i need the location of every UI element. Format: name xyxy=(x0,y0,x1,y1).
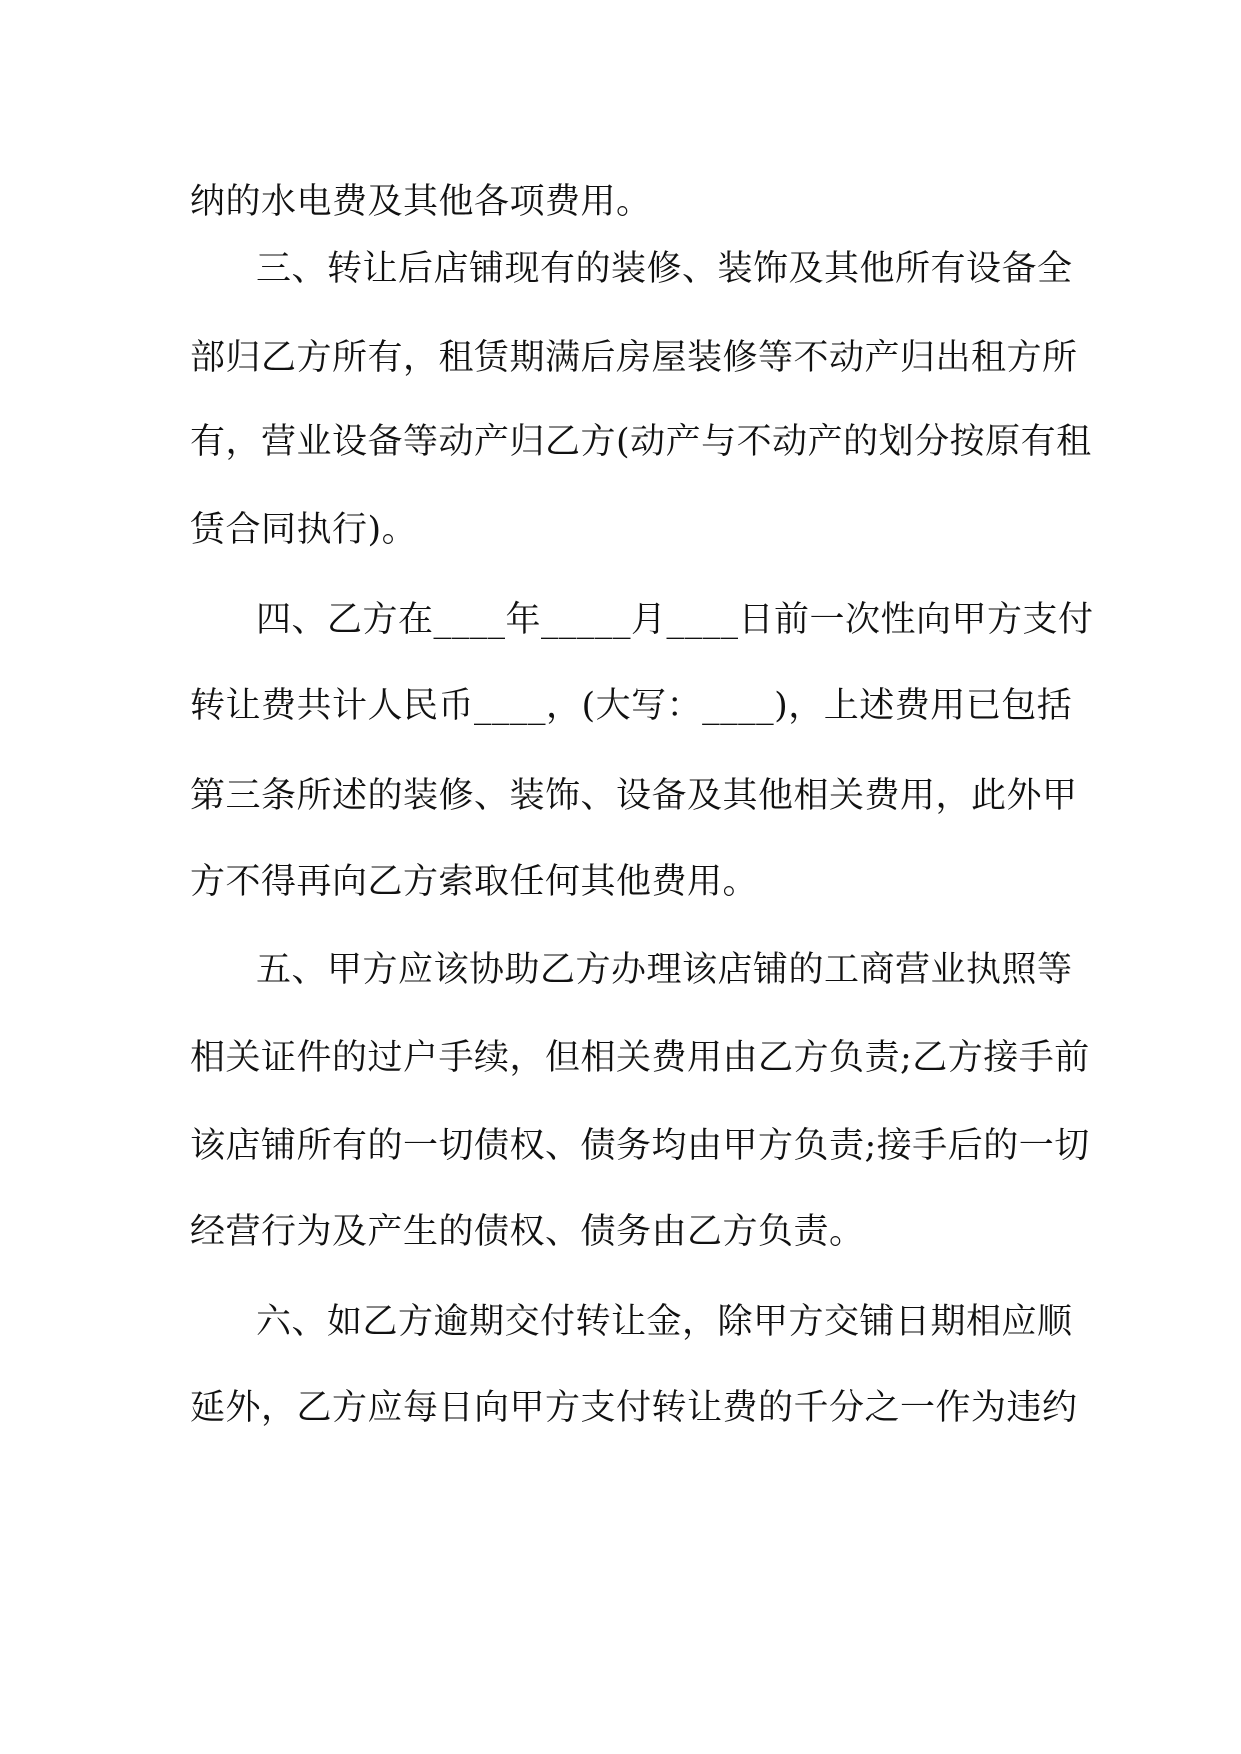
text-line: 延外，乙方应每日向甲方支付转让费的千分之一作为违约 xyxy=(190,1388,1078,1428)
text-line: 有，营业设备等动产归乙方(动产与不动产的划分按原有租 xyxy=(190,422,1092,462)
text-line: 四、乙方在____年_____月____日前一次性向甲方支付 xyxy=(256,600,1094,640)
text-line: 第三条所述的装修、装饰、设备及其他相关费用，此外甲 xyxy=(190,776,1078,816)
text-line: 三、转让后店铺现有的装修、装饰及其他所有设备全 xyxy=(256,249,1073,289)
text-line: 相关证件的过户手续，但相关费用由乙方负责;乙方接手前 xyxy=(190,1038,1090,1078)
text-line: 赁合同执行)。 xyxy=(190,510,418,550)
text-line: 经营行为及产生的债权、债务由乙方负责。 xyxy=(190,1212,865,1252)
text-line: 部归乙方所有，租赁期满后房屋装修等不动产归出租方所 xyxy=(190,338,1078,378)
text-line: 纳的水电费及其他各项费用。 xyxy=(190,182,652,222)
text-line: 该店铺所有的一切债权、债务均由甲方负责;接手后的一切 xyxy=(190,1126,1090,1166)
text-line: 转让费共计人民币____，(大写：____)，上述费用已包括 xyxy=(190,686,1073,726)
text-line: 五、甲方应该协助乙方办理该店铺的工商营业执照等 xyxy=(256,950,1073,990)
text-line: 方不得再向乙方索取任何其他费用。 xyxy=(190,862,759,902)
text-line: 六、如乙方逾期交付转让金，除甲方交铺日期相应顺 xyxy=(256,1302,1073,1342)
